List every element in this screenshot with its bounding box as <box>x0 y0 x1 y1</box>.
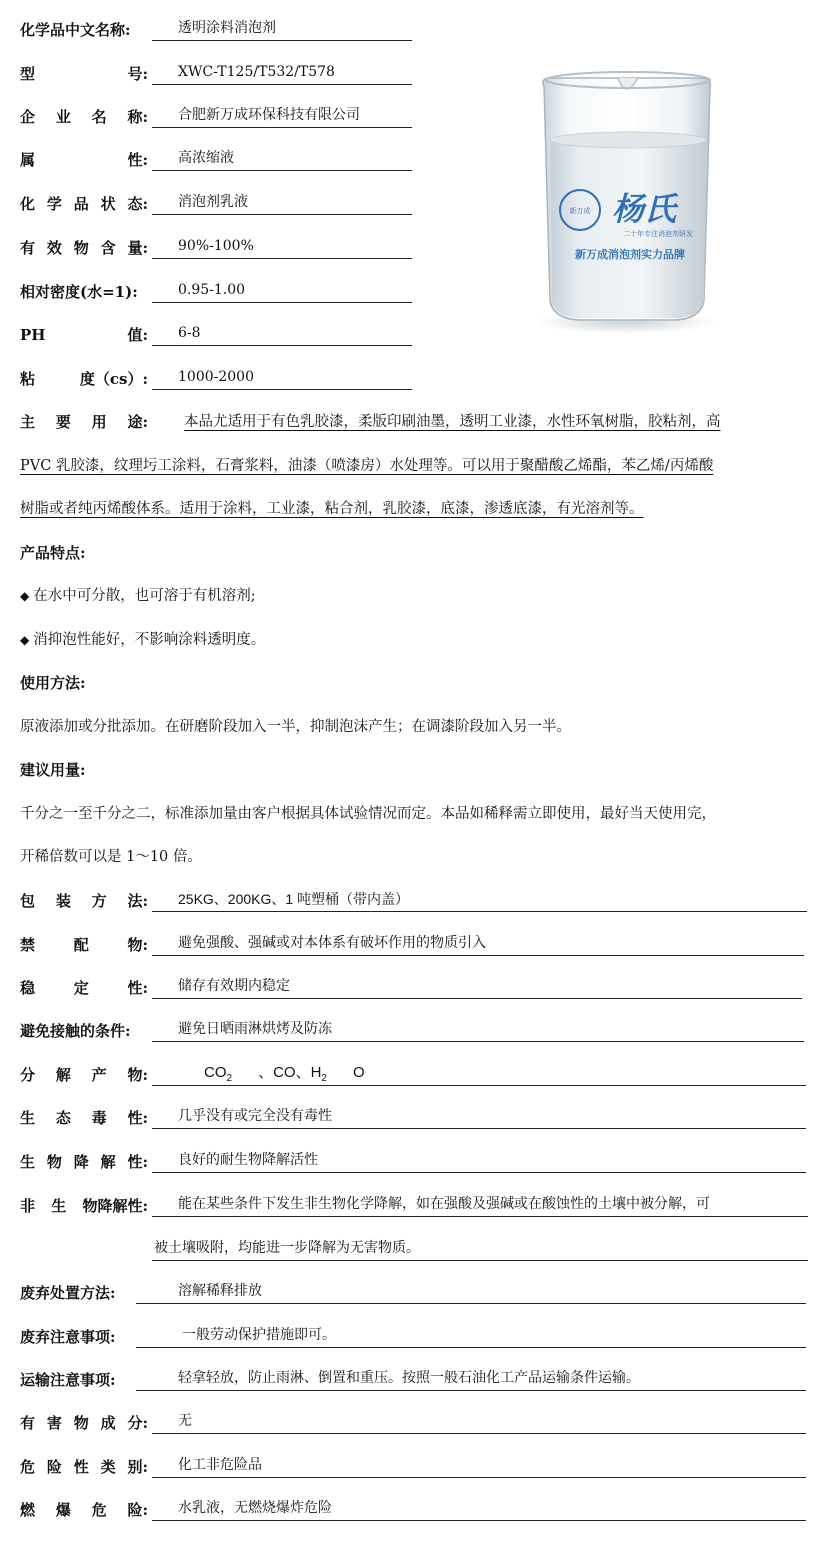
field-avoid-conditions: 避免日晒雨淋烘烤及防冻 <box>152 1019 804 1042</box>
svg-text:杨氏: 杨氏 <box>611 190 677 228</box>
field-decomposition: $CO_2$ 、CO、$H_2$ O <box>152 1063 806 1086</box>
usage-line-1: 本品尤适用于有色乳胶漆，柔版印刷油墨，透明工业漆，水性环氧树脂，胶粘剂，高 <box>184 414 721 430</box>
label-biodegradability: 生 物 降 解 性: <box>20 1153 148 1171</box>
label-state: 化 学 品 状 态: <box>20 195 148 213</box>
field-abiotic-degradation-cont: 被土壤吸附，均能进一步降解为无害物质。 <box>152 1238 808 1261</box>
dosage-line-2: 开稀倍数可以是 1～10 倍。 <box>20 849 202 865</box>
label-abiotic-degradation: 非 生 物降解性: <box>20 1197 148 1215</box>
label-density: 相对密度(水=1): <box>20 283 138 301</box>
field-transport-notes: 轻拿轻放，防止雨淋、倒置和重压。按照一般石油化工产品运输条件运输。 <box>136 1368 806 1391</box>
label-chemical-name: 化学品中文名称: <box>20 21 131 39</box>
field-hazard-class: 化工非危险品 <box>152 1455 806 1478</box>
dosage-heading: 建议用量: <box>20 761 86 779</box>
field-viscosity: 1000-2000 <box>152 367 412 390</box>
field-incompatible: 避免强酸、强碱或对本体系有破坏作用的物质引入 <box>152 933 804 956</box>
label-packaging: 包 装 方 法: <box>20 892 148 910</box>
label-hazard-class: 危 险 性 类 别: <box>20 1458 148 1476</box>
svg-text:二十年专注消泡剂研发: 二十年专注消泡剂研发 <box>623 230 693 238</box>
label-model: 型 号: <box>20 65 148 83</box>
usage-line-2: PVC 乳胶漆，纹理圬工涂料，石膏浆料，油漆（喷漆房）水处理等。可以用于聚醋酸乙烯酯，苯乙烯/丙烯酸 <box>20 458 714 474</box>
field-disposal-notes: 一般劳动保护措施即可。 <box>136 1325 806 1348</box>
field-disposal-method: 溶解稀释排放 <box>136 1281 806 1304</box>
label-eco-toxicity: 生 态 毒 性: <box>20 1109 148 1127</box>
field-property: 高浓缩液 <box>152 148 412 171</box>
field-explosion-hazard: 水乳液，无燃烧爆炸危险 <box>152 1498 806 1521</box>
field-hazardous-components: 无 <box>152 1411 806 1434</box>
label-decomposition: 分 解 产 物: <box>20 1066 148 1084</box>
field-content: 90%-100% <box>152 236 412 259</box>
usage-line-3: 树脂或者纯丙烯酸体系。适用于涂料，工业漆，粘合剂，乳胶漆，底漆，渗透底漆，有光溶剂等。 <box>20 501 644 517</box>
label-property: 属 性: <box>20 151 148 169</box>
label-disposal-method: 废弃处置方法: <box>20 1284 116 1302</box>
field-density: 0.95-1.00 <box>152 280 412 303</box>
field-abiotic-degradation: 能在某些条件下发生非生物化学降解，如在强酸及强碱或在酸蚀性的土壤中被分解，可 <box>152 1194 808 1217</box>
feature-item: ◆ 在水中可分散，也可溶于有机溶剂; <box>20 588 256 604</box>
product-beaker-image <box>526 60 726 340</box>
svg-text:新万成: 新万成 <box>569 207 591 215</box>
brand-slogan: 新万成消泡剂实力品牌 <box>575 248 685 261</box>
label-usage: 主 要 用 途: <box>20 413 148 431</box>
label-incompatible: 禁 配 物: <box>20 936 148 954</box>
field-chemical-name: 透明涂料消泡剂 <box>152 18 412 41</box>
field-packaging: 25KG、200KG、1 吨塑桶（带内盖） <box>152 889 807 912</box>
method-heading: 使用方法: <box>20 674 86 692</box>
field-state: 消泡剂乳液 <box>152 192 412 215</box>
label-avoid-conditions: 避免接触的条件: <box>20 1022 131 1040</box>
label-transport-notes: 运输注意事项: <box>20 1371 116 1389</box>
method-text: 原液添加或分批添加。在研磨阶段加入一半，抑制泡沫产生；在调漆阶段加入另一半。 <box>20 719 571 735</box>
field-ph: 6-8 <box>152 323 412 346</box>
feature-item: ◆ 消抑泡性能好，不影响涂料透明度。 <box>20 632 266 648</box>
field-company: 合肥新万成环保科技有限公司 <box>152 105 412 128</box>
label-hazardous-components: 有 害 物 成 分: <box>20 1414 148 1432</box>
field-stability: 储存有效期内稳定 <box>152 976 802 999</box>
field-model: XWC-T125/T532/T578 <box>152 62 412 85</box>
label-explosion-hazard: 燃 爆 危 险: <box>20 1501 148 1519</box>
label-disposal-notes: 废弃注意事项: <box>20 1328 116 1346</box>
label-viscosity: 粘 度（cs）: <box>20 370 148 388</box>
label-company: 企 业 名 称: <box>20 108 148 126</box>
features-heading: 产品特点: <box>20 544 86 562</box>
label-ph: PH 值: <box>20 326 148 344</box>
field-biodegradability: 良好的耐生物降解活性 <box>152 1150 806 1173</box>
dosage-line-1: 千分之一至千分之二，标准添加量由客户根据具体试验情况而定。本品如稀释需立即使用，最好当天使用完， <box>20 806 716 822</box>
label-stability: 稳 定 性: <box>20 979 148 997</box>
field-eco-toxicity: 几乎没有或完全没有毒性 <box>152 1106 806 1129</box>
label-content: 有 效 物 含 量: <box>20 239 148 257</box>
